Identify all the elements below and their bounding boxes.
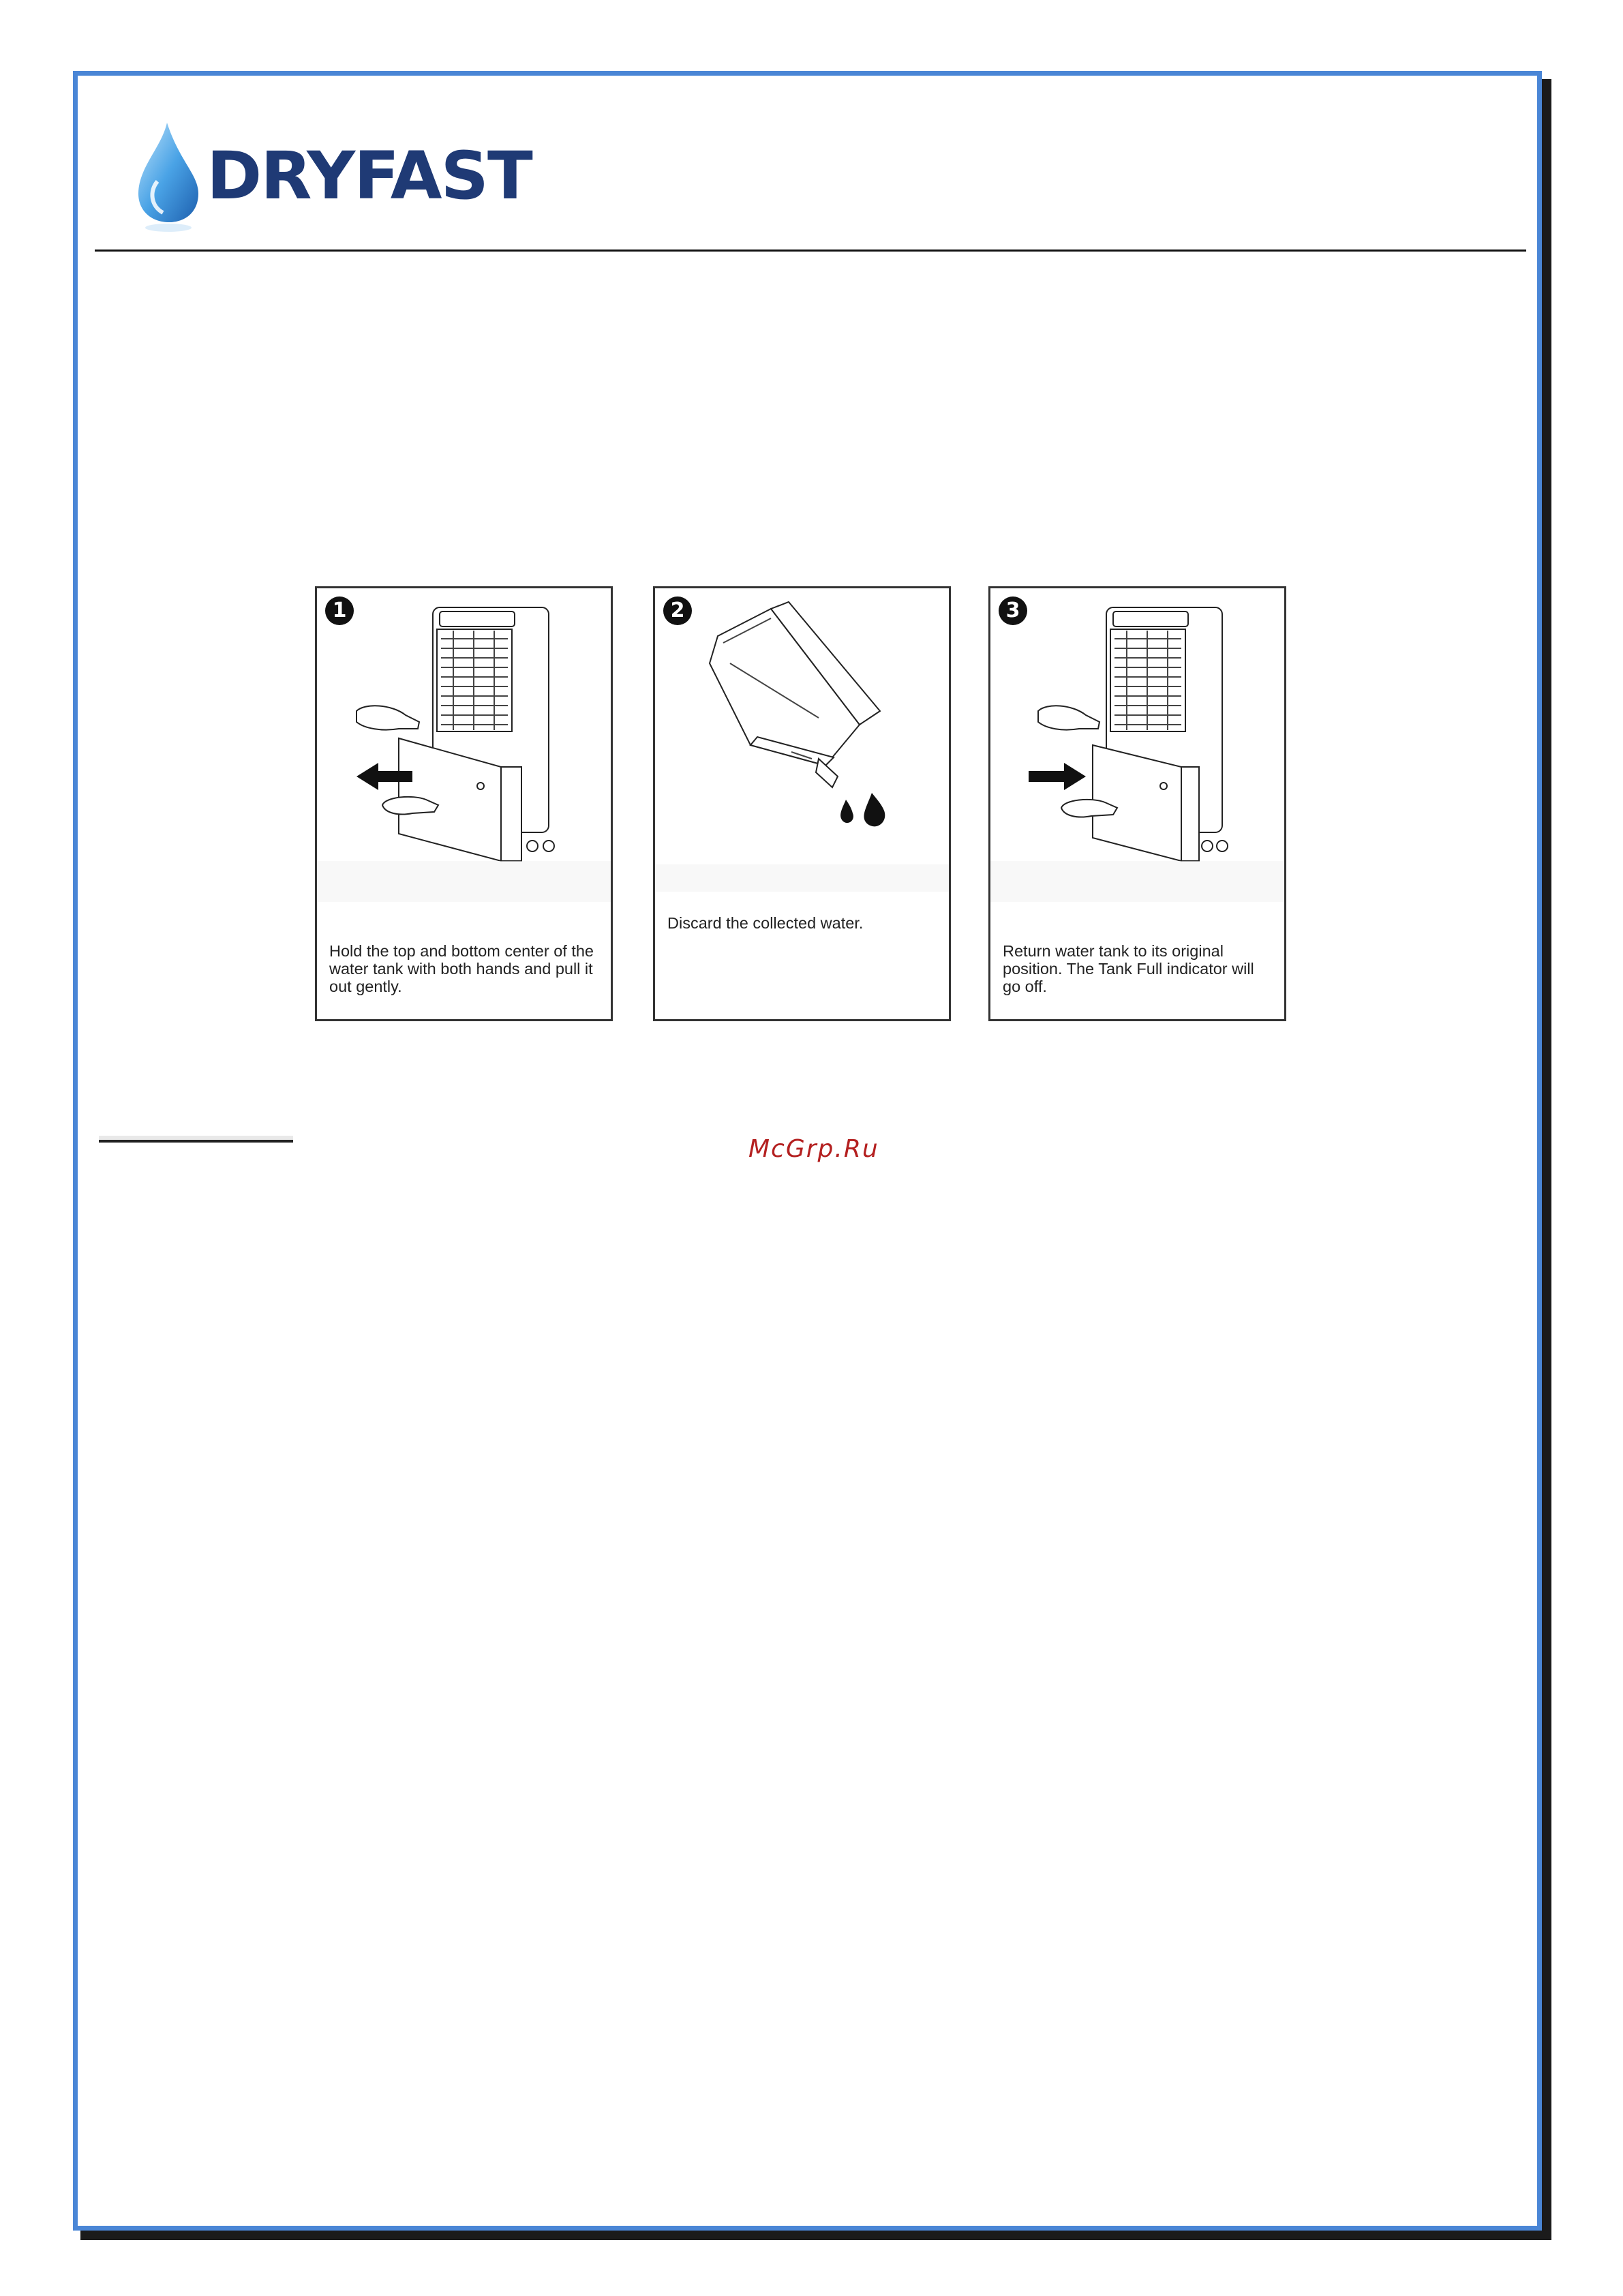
header-divider: [95, 250, 1526, 252]
step-description: Hold the top and bottom center of the water tank with both hands and pull it out gently.: [329, 942, 594, 995]
step-number-badge: 1: [325, 596, 354, 625]
step-panel-3: [988, 586, 1286, 1021]
section-heading-underline: [99, 1107, 293, 1143]
brand-name: DRYFAST: [207, 138, 532, 214]
dryfast-logo: [132, 120, 541, 236]
step-description: Discard the collected water.: [667, 914, 864, 932]
step-number-badge: 2: [663, 596, 692, 625]
water-drops-icon: [840, 793, 885, 826]
return-tank-illustration: [990, 588, 1284, 909]
water-drop-icon: [132, 120, 207, 236]
watermark-text: McGrp.Ru: [748, 1135, 879, 1163]
remove-tank-illustration: [317, 588, 611, 909]
discard-water-illustration: [655, 588, 949, 909]
step-number-badge: 3: [999, 596, 1027, 625]
arrow-right-icon: [1029, 763, 1086, 790]
step-panel-2: [653, 586, 951, 1021]
step-panel-1: [315, 586, 613, 1021]
step-description: Return water tank to its original position. The Tank Full indicator will go off.: [1003, 942, 1254, 995]
